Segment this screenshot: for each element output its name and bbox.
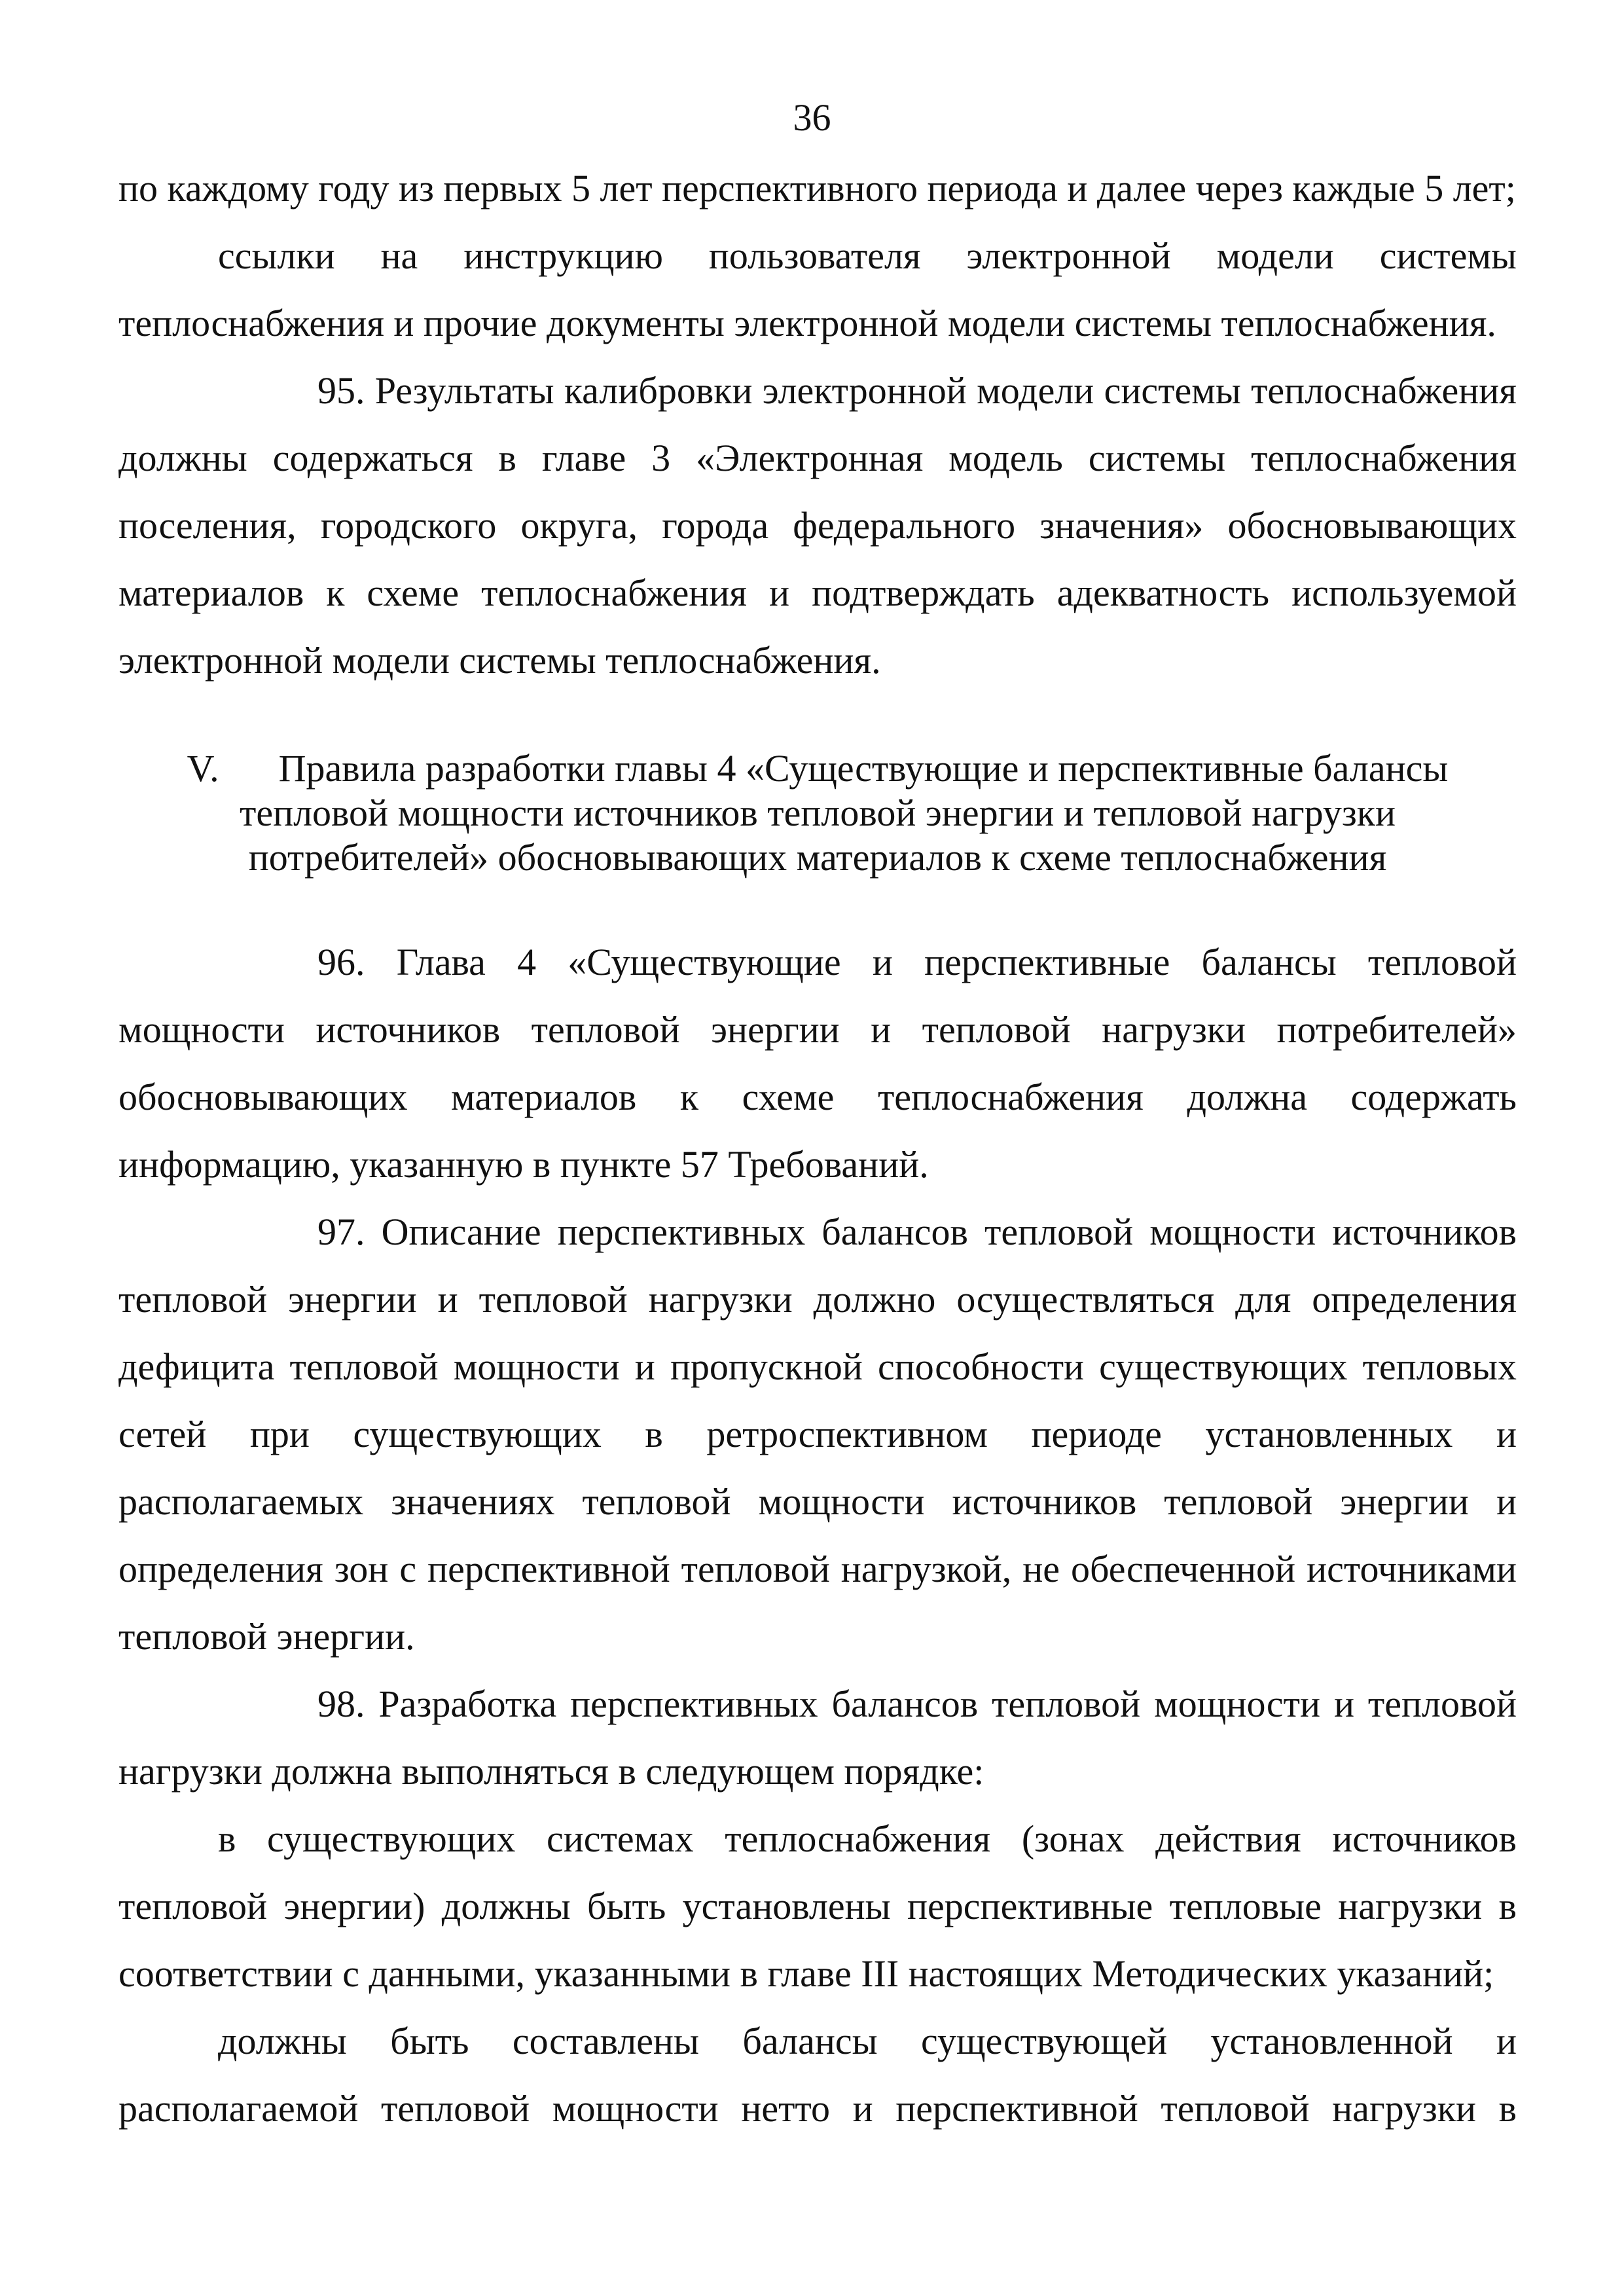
paragraph-number: 95. [317,369,365,412]
document-body [118,155,1517,2142]
section-heading [118,746,1517,880]
paragraph-text: Глава 4 «Существующие и перспективные балансы тепловой мощности источников тепловой энергии и тепловой нагрузки потребителей» обосновывающих материалов к схеме теплоснабжения должна содержать информацию, указанную в пункте 57 Требований. [118,941,1517,1186]
paragraph-text: должны быть составлены балансы существующей установленной и располагаемой тепловой мощности нетто и перспективной тепловой нагрузки в [118,2020,1517,2130]
paragraph-continuation [118,155,1517,222]
paragraph-text: ссылки на инструкцию пользователя электронной модели системы теплоснабжения и прочие документы электронной модели системы теплоснабжения. [118,234,1517,344]
paragraph-97 [118,1198,1517,1670]
paragraph-number: 97. [317,1211,365,1253]
paragraph-text: Описание перспективных балансов тепловой мощности источников тепловой энергии и тепловой нагрузки должно осуществляться для определения дефицита тепловой мощности и пропускной способности существующих тепловых сетей при существующих в ретроспективном периоде установленных и располагаемых значениях тепловой мощности источников тепловой энергии и определения зон с перспективной тепловой нагрузкой, не обеспеченной источниками тепловой энергии. [118,1211,1517,1658]
paragraph-95 [118,357,1517,694]
section-heading-line-3: потребителей» обосновывающих материалов к схеме теплоснабжения [248,836,1387,879]
section-heading-line-2: тепловой мощности источников тепловой энергии и тепловой нагрузки [239,792,1396,834]
paragraph-text: по каждому году из первых 5 лет перспективного периода и далее через каждые 5 лет; [118,167,1516,210]
paragraph-98 [118,1670,1517,1805]
paragraph-96 [118,928,1517,1198]
section-heading-line-1 [118,746,1517,791]
paragraph-links [118,222,1517,357]
spacer [118,880,1517,928]
paragraph-text: Результаты калибровки электронной модели системы теплоснабжения должны содержаться в главе 3 «Электронная модель системы теплоснабжения поселения, городского округа, города федерального значения» обосновывающих материалов к схеме теплоснабжения и подтверждать адекватность используемой электронной модели системы теплоснабжения. [118,369,1517,682]
paragraph-98-item-1 [118,1805,1517,2007]
paragraph-number: 96. [317,941,365,983]
paragraph-text: в существующих системах теплоснабжения (зонах действия источников тепловой энергии) должны быть установлены перспективные тепловые нагрузки в соответствии с данными, указанными в главе III настоящих Методических указаний; [118,1817,1517,1995]
paragraph-number: 98. [317,1683,365,1725]
section-number: V. [187,747,219,790]
section-heading-text-1: Правила разработки главы 4 «Существующие и перспективные балансы [278,747,1449,790]
paragraph-text: Разработка перспективных балансов тепловой мощности и тепловой нагрузки должна выполняться в следующем порядке: [118,1683,1517,1793]
paragraph-98-item-2 [118,2007,1517,2142]
page-number: 36 [793,96,831,139]
